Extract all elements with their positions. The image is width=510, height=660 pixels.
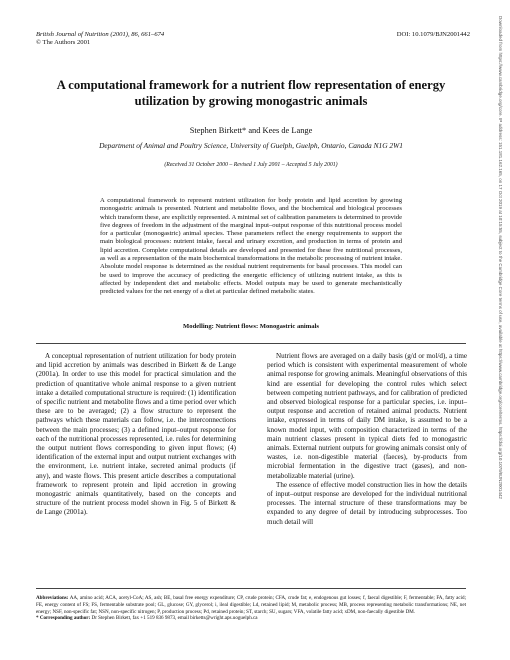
author-affiliation: Department of Animal and Poultry Science, University of Guelph, Guelph, Ontario, Canada N1G 2W1 <box>99 141 403 150</box>
paragraph: Nutrient flows are averaged on a daily basis (g/d or mol/d), a time period which is consistent with experimental measurement of whole animal response for growing animals. Meaningful observations of this kind are essential for developing the control rules which select between competing nutrient pathways, and for calibration of predicted and observed biological response for a particular species, i.e. input–output response and accretion of retained animal products. Nutrient intake, expressed in terms of daily DM intake, is assumed to be a known model input, with composition characterized in terms of the main nutrient classes present in typical diets fed to monogastric animals. External nutrient outputs for growing animals consist only of wastes, i.e. non-digestible material (faeces), by-products from microbial fermentation in the digestive tract (gases), and non-metabolizable material (urine). <box>267 352 467 480</box>
download-notice-strip <box>494 16 504 616</box>
body-column-right <box>267 352 467 527</box>
divider-footnotes <box>36 588 466 589</box>
journal-citation: British Journal of Nutrition (2001), 86, 661–674 <box>36 31 165 38</box>
keywords-line: Modelling: Nutrient flows: Monogastric animals <box>183 323 319 330</box>
corresponding-author-label: * Corresponding author: <box>36 615 91 622</box>
download-notice-text: Downloaded from https://www.cambridge.org/core. IP address: 151.181.162.165, on 17 Oct 2019 at 10:15:55, subject to the Cambridge Core terms of use, available at https://www.cambridge.org/core/terms. https://doi.org/10.1079/BJN2001442 <box>498 16 503 499</box>
article-authors: Stephen Birkett* and Kees de Lange <box>189 126 313 135</box>
copyright-line: © The Authors 2001 <box>36 39 91 47</box>
corresponding-author-text: Dr Stephen Birkett, fax +1 519 836 9873, email birketts@wright.aps.uoguelph.ca <box>91 615 258 622</box>
abbreviations-label: Abbreviations: <box>36 595 69 601</box>
footnotes <box>36 595 466 622</box>
body-column-left <box>36 352 236 518</box>
doi-label: DOI: 10.1079/BJN2001442 <box>396 31 470 38</box>
abbreviations-text: AA, amino acid; ACA, acetyl-CoA; AS, ash; BE, basal free energy expenditure; CP, crude protein; CFA, crude fat; e, endogenous gut losses; f, faecal digestible; F, fermentable; FA, fatty acid; FE, energy content of FS; FS, fermentable substrate pool; GL, glucose; GY, glycerol; i, ileal digestible; Ld, retained lipid; M, metabolic process; MB, process representing metabolic transformations; NE, net energy; NSF, non-specific fat; NSN, non-specific nitrogen; P, production process; Pd, retained protein; ST, starch; SU, sugars; VFA, volatile fatty acid; xDM, non-faecally digestible DM. <box>36 595 466 615</box>
abstract-text: A computational framework to represent nutrient utilization for body protein and lipid accretion by growing monogastric animals is presented. Nutrient and metabolite flows, and the biochemical and biological processes which transform these, are explicitly represented. A minimal set of calibration parameters is determined to provide five degrees of freedom in the adjustment of the marginal input–output response of this nutritional process model for a particular (monogastric) animal species. These parameters reflect the energy requirements to support the main biological processes: nutrient intake, faecal and urinary excretion, and production in terms of protein and lipid accretion. Complete computational details are developed and presented for these five nutritional processes, as well as a representation of the main biochemical transformations in the metabolic processing of nutrient intake. Absolute model response is determined as the residual nutrient requirements for basal processes. This model can be used to improve the accuracy of predicting the energetic efficiency of utilizing nutrient intake, as this is affected by independent diet and metabolic effects. Model outputs may be used to generate mechanistically predicted values for the net energy of a diet at particular defined metabolic states. <box>100 197 402 296</box>
corresponding-author-note <box>36 615 466 622</box>
paragraph: The essence of effective model construction lies in how the details of input–output response are developed for the individual nutritional processes. The internal structure of these transformations may be expanded to any degree of detail by introducing subprocesses. Too much detail will <box>267 480 467 526</box>
received-dates: (Received 31 October 2000 – Revised 1 July 2001 – Accepted 5 July 2001) <box>164 162 338 168</box>
running-header <box>36 31 164 48</box>
divider-top <box>36 343 466 344</box>
paragraph: A conceptual representation of nutrient utilization for body protein and lipid accretion by animals was described in Birkett & de Lange (2001a). In order to use this model for practical simulation and the prediction of quantitative whole animal response to a given nutrient intake a detailed computational structure is required: (1) identification of specific nutrient and metabolite flows and a time period over which these are to be averaged; (2) a flow structure to represent the pathways which these materials can follow, i.e. the interconnections between the main processes; (3) a defined input–output response for each of the nutritional processes represented, i.e. rules for determining the output nutrient flows corresponding to given input flows; (4) identification of the external input and output nutrient exchanges with the environment, i.e. nutrient intake, secreted animal products (if any), and waste flows. This present article describes a computational framework to represent protein and lipid accretion in growing monogastric animals quantitatively, based on the concepts and structure of the nutrient process model shown in Fig. 5 of Birkett & de Lange (2001a). <box>36 352 236 517</box>
abbreviations-note <box>36 595 466 615</box>
article-title: A computational framework for a nutrient flow representation of energy utilization by growing monogastric animals <box>56 78 446 108</box>
